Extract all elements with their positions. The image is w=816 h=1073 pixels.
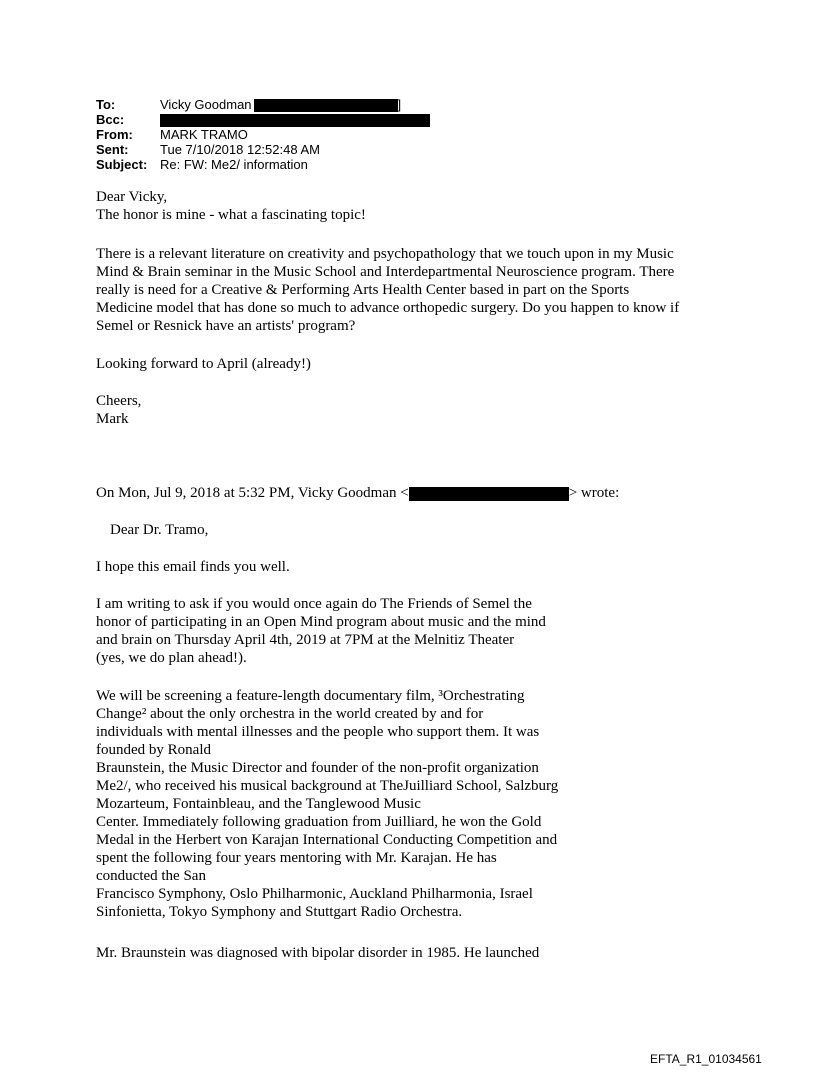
to-value-wrap (160, 97, 401, 112)
quoted-paragraph-2 (96, 687, 736, 921)
subject-label: Subject: (96, 157, 148, 172)
reply-line: The honor is mine - what a fascinating topic! (96, 207, 366, 223)
reply-paragraph (96, 245, 736, 335)
paragraph-line: Sinfonietta, Tokyo Symphony and Stuttgart Radio Orchestra. (96, 904, 463, 920)
attribution-line (96, 484, 736, 502)
attribution-start: On Mon, Jul 9, 2018 at 5:32 PM, Vicky Goodman < (96, 485, 409, 501)
subject-value: Re: FW: Me2/ information (160, 157, 308, 172)
paragraph-line: honor of participating in an Open Mind program about music and the mind (96, 614, 546, 630)
paragraph-line: Change² about the only orchestra in the world created by and for (96, 706, 484, 722)
paragraph-line: founded by Ronald (96, 742, 211, 758)
quoted-hope (96, 558, 736, 576)
sent-value: Tue 7/10/2018 12:52:48 AM (160, 142, 320, 157)
to-redacted-tail: ] (397, 97, 402, 112)
paragraph-line: spent the following four years mentoring with Mr. Karajan. He has (96, 850, 497, 866)
to-label: To: (96, 97, 116, 112)
signature-name: Mark (96, 411, 129, 427)
quoted-paragraph-1 (96, 595, 736, 667)
paragraph-line: I am writing to ask if you would once again do The Friends of Semel the (96, 596, 532, 612)
greeting-line: Dear Vicky, (96, 189, 168, 205)
paragraph-line: We will be screening a feature-length documentary film, ³Orchestrating (96, 688, 525, 704)
quoted-salutation (110, 521, 750, 539)
paragraph-line: Mozarteum, Fontainbleau, and the Tanglewood Music (96, 796, 421, 812)
paragraph-line: Me2/, who received his musical background at TheJuilliard School, Salzburg (96, 778, 559, 794)
paragraph-line: Semel or Resnick have an artists' program? (96, 318, 356, 334)
redaction-bar (409, 487, 569, 501)
signoff-line: Cheers, (96, 393, 142, 409)
from-label: From: (96, 127, 133, 142)
paragraph-line: Medal in the Herbert von Karajan International Conducting Competition and (96, 832, 558, 848)
bcc-label: Bcc: (96, 112, 125, 127)
reply-greeting (96, 188, 736, 224)
paragraph-line: conducted the San (96, 868, 206, 884)
reply-signoff (96, 392, 736, 428)
paragraph-line: (yes, we do plan ahead!). (96, 650, 247, 666)
hope-line: I hope this email finds you well. (96, 559, 290, 575)
paragraph-line: really is need for a Creative & Performing Arts Health Center based in part on the Sports (96, 282, 630, 298)
paragraph-line: Medicine model that has done so much to advance orthopedic surgery. Do you happen to know if (96, 300, 680, 316)
paragraph-line: individuals with mental illnesses and the people who support them. It was (96, 724, 540, 740)
attribution-end: > wrote: (568, 485, 620, 501)
from-value: MARK TRAMO (160, 127, 248, 142)
looking-forward-line: Looking forward to April (already!) (96, 356, 311, 372)
paragraph-line: Francisco Symphony, Oslo Philharmonic, Auckland Philharmonia, Israel (96, 886, 533, 902)
paragraph-line: Center. Immediately following graduation from Juilliard, he won the Gold (96, 814, 542, 830)
paragraph-line: and brain on Thursday April 4th, 2019 at 7PM at the Melnitiz Theater (96, 632, 515, 648)
paragraph-line: Mind & Brain seminar in the Music School and Interdepartmental Neuroscience program. There (96, 264, 675, 280)
redaction-bar (160, 114, 430, 127)
document-id: EFTA_R1_01034561 (650, 1052, 762, 1066)
quoted-paragraph-3 (96, 944, 736, 962)
sent-label: Sent: (96, 142, 129, 157)
to-value: Vicky Goodman (160, 97, 252, 112)
salutation-line: Dear Dr. Tramo, (110, 522, 209, 538)
paragraph-line: Mr. Braunstein was diagnosed with bipolar disorder in 1985. He launched (96, 945, 540, 961)
paragraph-line: Braunstein, the Music Director and founder of the non-profit organization (96, 760, 539, 776)
reply-looking-forward (96, 355, 736, 373)
quoted-attribution (96, 484, 736, 502)
paragraph-line: There is a relevant literature on creativity and psychopathology that we touch upon in my Music (96, 246, 674, 262)
redaction-bar (254, 99, 398, 112)
bcc-value-wrap (160, 112, 430, 127)
